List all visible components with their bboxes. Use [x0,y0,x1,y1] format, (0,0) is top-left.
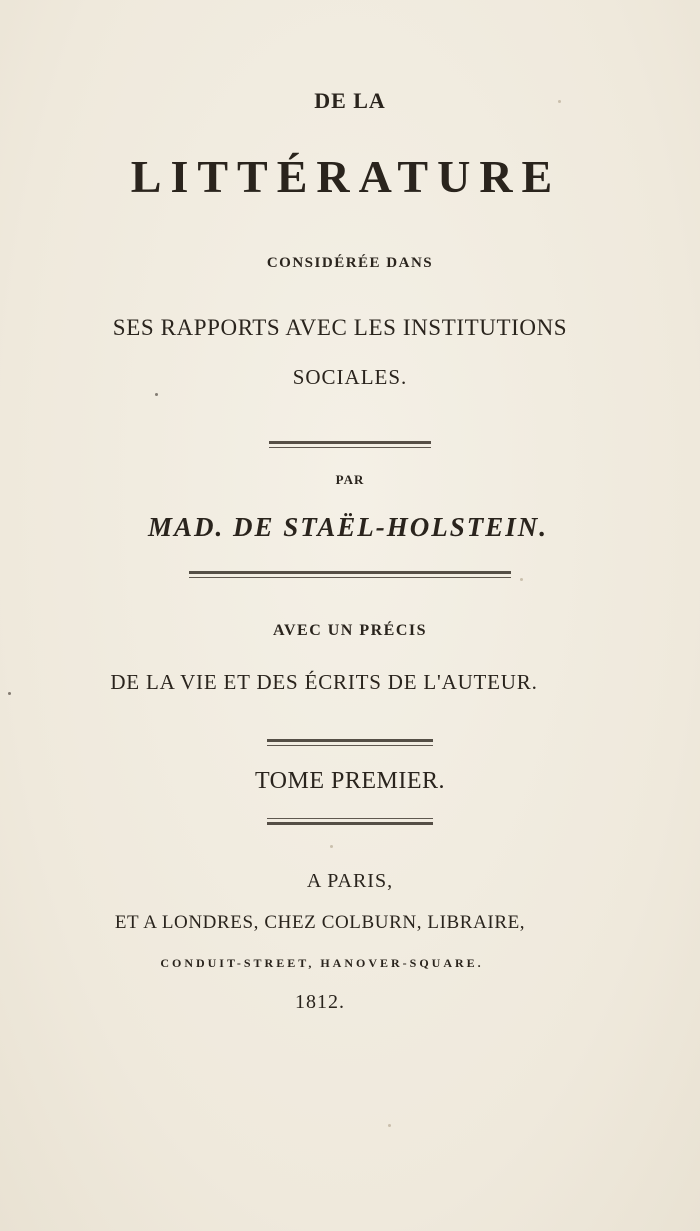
ornamental-rule [0,441,700,448]
paper-speck [155,393,158,396]
paper-speck [388,1124,391,1127]
imprint-address: CONDUIT-STREET, HANOVER-SQUARE. [160,956,484,970]
volume-label: TOME PREMIER. [254,768,446,794]
by-label: PAR [335,472,365,487]
publication-year: 1812. [295,991,345,1013]
imprint-publisher: ET A LONDRES, CHEZ COLBURN, LIBRAIRE, [114,912,526,933]
precis-detail: DE LA VIE ET DES ÉCRITS DE L'AUTEUR. [110,670,538,694]
imprint-city: A PARIS, [306,870,394,892]
ornamental-rule [0,739,700,746]
paper-speck [8,692,11,695]
paper-speck [558,100,561,103]
subtitle-social: SOCIALES. [292,365,408,389]
subtitle-considered: CONSIDÉRÉE DANS [266,255,434,271]
paper-speck [520,578,523,581]
book-title: LITTÉRATURE [130,151,562,202]
ornamental-rule [0,571,700,578]
ornamental-rule [0,818,700,825]
heading-de-la: DE LA [314,88,386,113]
paper-speck [330,845,333,848]
author-name: MAD. DE STAËL-HOLSTEIN. [147,512,549,542]
precis-line: AVEC UN PRÉCIS [272,622,428,639]
subtitle-relations: SES RAPPORTS AVEC LES INSTITUTIONS [112,315,568,340]
